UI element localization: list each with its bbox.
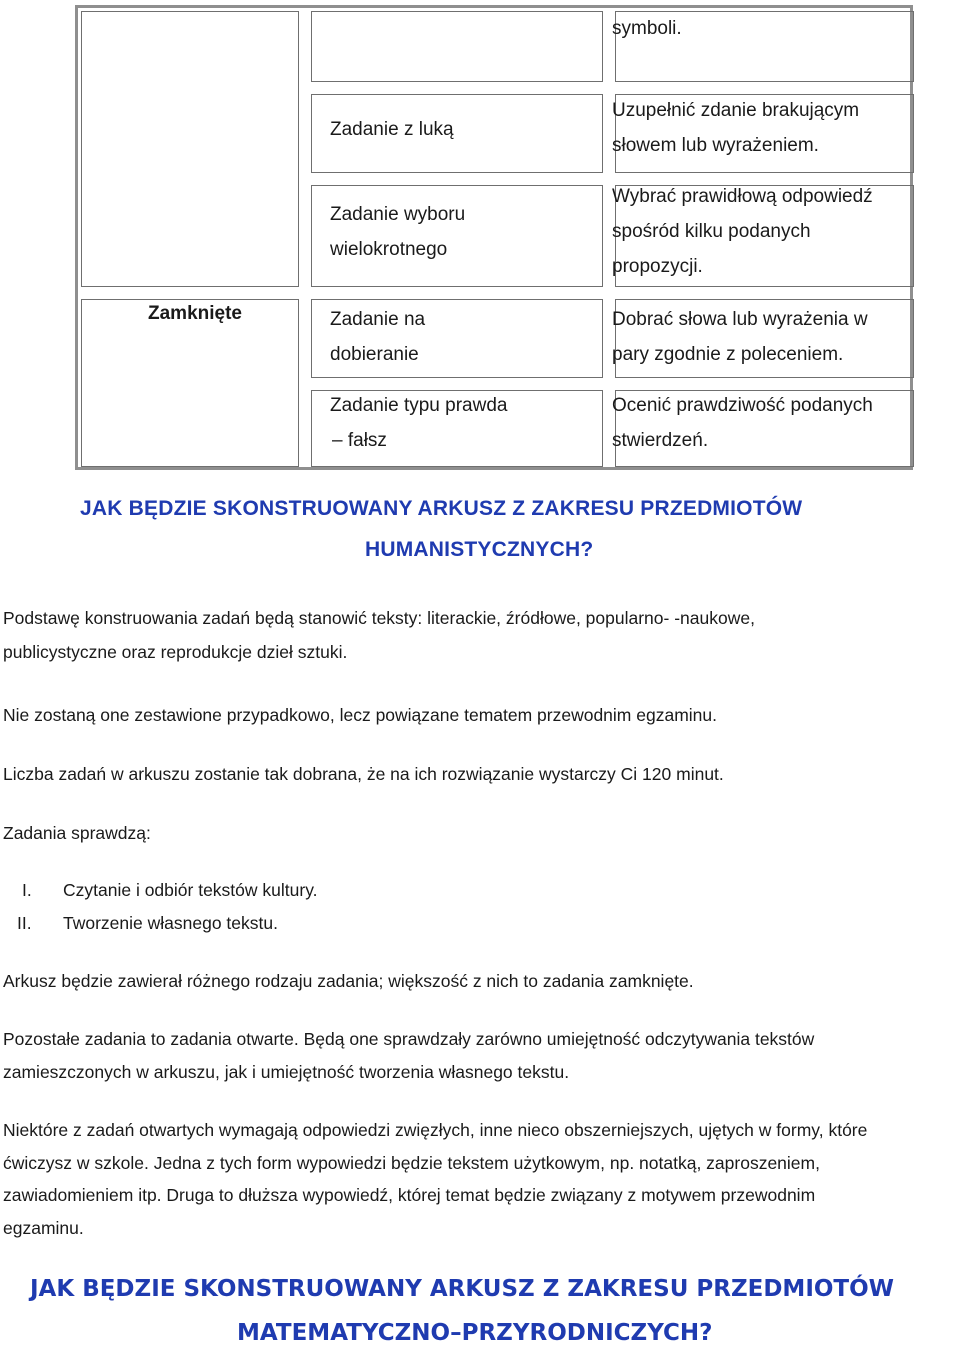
- task-desc: Ocenić prawdziwość podanych: [612, 395, 873, 416]
- paragraph: Liczba zadań w arkuszu zostanie tak dobrana, że na ich rozwiązanie wystarczy Ci 120 minut.: [3, 764, 724, 784]
- task-desc: propozycji.: [612, 256, 703, 277]
- section-heading-math-science-cont: MATEMATYCZNO–PRZYRODNICZYCH?: [237, 1320, 713, 1346]
- paragraph: egzaminu.: [3, 1218, 84, 1238]
- task-desc: pary zgodnie z poleceniem.: [612, 344, 844, 365]
- paragraph: Nie zostaną one zestawione przypadkowo, lecz powiązane tematem przewodnim egzaminu.: [3, 705, 717, 725]
- table-cell-empty: [81, 11, 299, 287]
- task-desc: słowem lub wyrażeniem.: [612, 135, 819, 156]
- paragraph: Zadania sprawdzą:: [3, 823, 151, 843]
- section-heading-math-science: JAK BĘDZIE SKONSTRUOWANY ARKUSZ Z ZAKRESU PRZEDMIOTÓW: [30, 1276, 895, 1302]
- paragraph: zamieszczonych w arkuszu, jak i umiejętność tworzenia własnego tekstu.: [3, 1062, 570, 1082]
- list-item: Tworzenie własnego tekstu.: [63, 913, 278, 933]
- task-name: dobieranie: [330, 344, 419, 365]
- table-desc: symboli.: [612, 18, 682, 39]
- paragraph: zawiadomieniem itp. Druga to dłuższa wypowiedź, której temat będzie związany z motywem przewodnim: [3, 1185, 816, 1205]
- task-desc: spośród kilku podanych: [612, 221, 811, 242]
- task-type-label: Zamknięte: [148, 303, 242, 324]
- task-name: Zadanie typu prawda: [330, 395, 508, 416]
- section-heading-humanities: JAK BĘDZIE SKONSTRUOWANY ARKUSZ Z ZAKRESU PRZEDMIOTÓW: [80, 497, 803, 520]
- paragraph: Pozostałe zadania to zadania otwarte. Będą one sprawdzały zarówno umiejętność odczytywania tekstów: [3, 1029, 815, 1049]
- list-item: Czytanie i odbiór tekstów kultury.: [63, 880, 318, 900]
- task-desc: Uzupełnić zdanie brakującym: [612, 100, 860, 121]
- list-number: I.: [22, 880, 32, 900]
- task-name: Zadanie na: [330, 309, 426, 330]
- paragraph: Niektóre z zadań otwartych wymagają odpowiedzi zwięzłych, inne nieco obszerniejszych, ujętych w formy, które: [3, 1120, 868, 1140]
- task-name: Zadanie wyboru: [330, 204, 466, 225]
- task-name: – fałsz: [332, 430, 387, 451]
- task-name: Zadanie z luką: [330, 119, 454, 140]
- task-desc: Wybrać prawidłową odpowiedź: [612, 186, 873, 207]
- paragraph: Podstawę konstruowania zadań będą stanowić teksty: literackie, źródłowe, popularno- -naukowe,: [3, 608, 755, 628]
- task-name: wielokrotnego: [330, 239, 448, 260]
- task-desc: stwierdzeń.: [612, 430, 709, 451]
- paragraph: ćwiczysz w szkole. Jedna z tych form wypowiedzi będzie tekstem użytkowym, np. notatką, zaproszeniem,: [3, 1153, 820, 1173]
- paragraph: Arkusz będzie zawierał różnego rodzaju zadania; większość z nich to zadania zamknięte.: [3, 971, 694, 991]
- task-desc: Dobrać słowa lub wyrażenia w: [612, 309, 868, 330]
- table-cell: [311, 11, 603, 82]
- section-heading-humanities-cont: HUMANISTYCZNYCH?: [365, 538, 594, 561]
- list-number: II.: [17, 913, 32, 933]
- task-types-table: [75, 5, 913, 470]
- paragraph: publicystyczne oraz reprodukcje dzieł sztuki.: [3, 642, 348, 662]
